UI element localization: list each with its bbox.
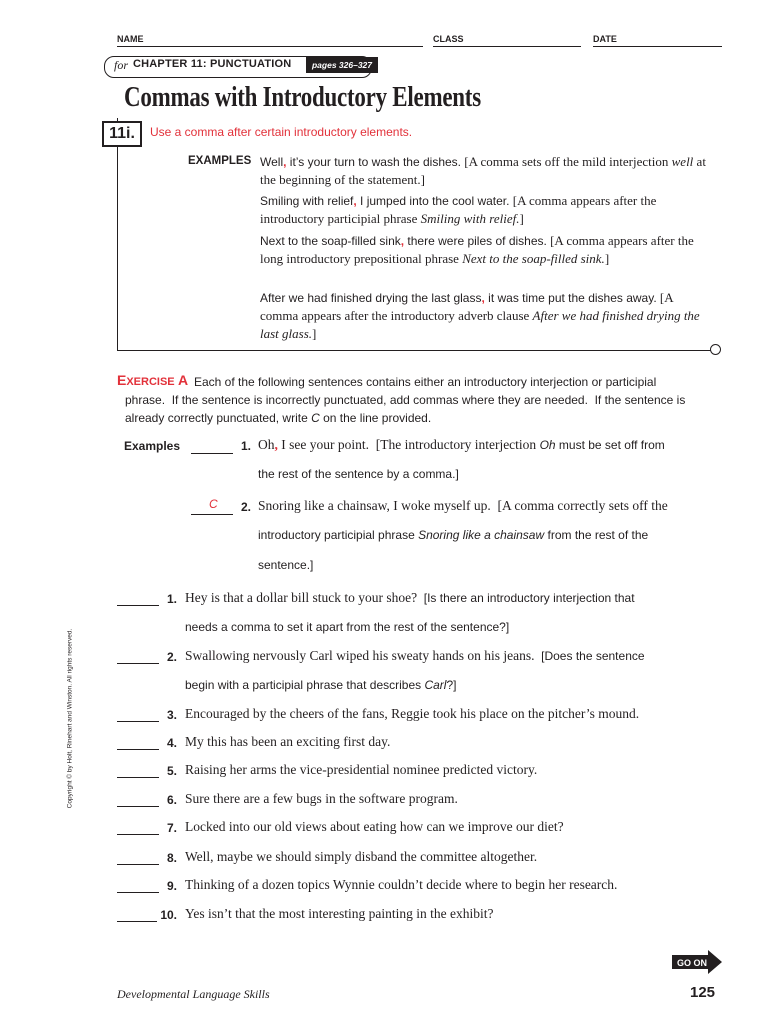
ex1-b: I see your point. [The introductory interjection [277,437,540,452]
question-sentence: Sure there are a few bugs in the software program. [185,791,458,806]
question-text [185,819,564,835]
exercise-example-1-line2: the rest of the sentence by a comma.] [258,467,459,481]
answer-line[interactable] [117,663,159,664]
question-number: 2. [166,650,177,664]
exercise-intro-line1: Each of the following sentences contains either an introductory interjection or participial [194,375,657,389]
example-2-note-italic: Smiling with relief. [420,211,520,226]
corner-dot-icon [710,344,721,355]
question-number: 5. [166,764,177,778]
go-on-arrow-icon [672,950,724,979]
answer-line[interactable] [117,892,159,893]
question-hint-part: ?] [446,678,457,692]
page-number: 125 [690,984,716,1001]
date-label: DATE [593,34,617,44]
example-2-note-a: [A comma appears after the introductory participial phrase [260,193,660,226]
question-number: 3. [166,708,177,722]
question-number: 4. [166,736,177,750]
answer-line[interactable] [117,605,159,606]
question-sentence: Locked into our old views about eating how can we improve our diet? [185,819,564,834]
copyright-text: Copyright © by Holt, Rinehart and Winston. All rights reserved. [66,628,74,809]
example-4-note-a: [A comma appears after the introductory adverb clause [260,290,677,323]
ex2-line2-a: introductory participial phrase [258,528,419,542]
question-sentence: Yes isn’t that the most interesting painting in the exhibit? [185,906,494,921]
exercise-label-rest: XERCISE [126,376,175,388]
question-hint-part: needs a comma to set it apart from the rest of the sentence?] [185,620,510,634]
example-1 [260,153,710,189]
exercise-example-2-line3: sentence.] [258,558,314,572]
answer-line[interactable] [117,749,159,750]
date-line[interactable] [593,46,722,47]
question-number: 10. [160,908,177,922]
comma-mark: , [283,155,287,169]
question-text [185,648,645,664]
question-number: 1. [166,592,177,606]
answer-line[interactable] [191,453,233,454]
example-number: 1. [240,439,251,453]
page-title: Commas with Introductory Elements [124,82,481,113]
question-text [185,734,390,750]
ex1-italic: Oh [539,438,556,452]
exercise-intro-line2: phrase. If the sentence is incorrectly punctuated, add commas where they are needed. If the sentence is [125,393,686,407]
example-2-before: Smiling with relief [260,194,354,208]
ex2-line2-italic: Snoring like a chainsaw [418,528,545,542]
question-text [185,906,493,922]
name-line[interactable] [117,46,423,47]
example-2 [260,192,710,228]
example-3-note-italic: Next to the soap-filled sink. [462,251,605,266]
answer-line[interactable] [117,777,159,778]
question-text [185,762,537,778]
chapter-for: for [114,58,129,72]
exercise-example-2-line2 [258,528,648,542]
exercise-intro [125,373,725,427]
class-line[interactable] [433,46,581,47]
question-sentence: Well, maybe we should simply disband the committee altogether. [185,849,538,864]
example-1-note-a: [A comma sets off the mild interjection [461,154,672,169]
example-2-note-b: ] [519,211,524,226]
exercise-intro-line3-a: already correctly punctuated, write [125,411,312,425]
question-sentence: Swallowing nervously Carl wiped his sweaty hands on his jeans. [185,648,535,663]
answer-line[interactable] [117,806,159,807]
question-hint-part: begin with a participial phrase that describes [185,678,425,692]
example-4-note-italic: After we had finished drying the last glass. [260,308,703,341]
question-sentence: My this has been an exciting first day. [185,734,391,749]
comma-mark: , [400,234,405,248]
exercise-intro-c: C [311,411,320,425]
question-text [185,849,537,865]
example-4-before: After we had finished drying the last glass [260,291,482,305]
comma-mark: , [353,194,357,208]
example-1-note-italic: well [671,154,694,169]
comma-mark: , [274,437,278,452]
example-1-note-b: at the beginning of the statement.] [260,154,710,187]
ex2-a: Snoring like a chainsaw, I woke myself up. [A comma correctly sets off the [258,498,668,513]
examples-label: EXAMPLES [188,155,252,167]
example-4-after: it was time put the dishes away. [484,291,657,305]
example-4-note-b: ] [312,326,317,341]
exercise-example-2-line1 [258,498,668,514]
chapter-title: CHAPTER 11: PUNCTUATION [133,58,292,70]
question-text [185,706,639,722]
question-number: 9. [166,879,177,893]
example-3-after: there were piles of dishes. [404,234,547,248]
name-label: NAME [117,34,144,44]
example-3-note-b: ] [604,251,610,266]
answer-line[interactable] [117,921,157,922]
rule-number: 11i. [102,121,142,147]
question-number: 8. [166,851,177,865]
question-number: 6. [166,793,177,807]
exercise-label-letter: A [178,372,189,388]
ex1-c: must be set off from [555,438,665,452]
example-1-before: Well [260,155,284,169]
question-hint: [Does the sentence [534,649,645,663]
question-number: 7. [166,821,177,835]
pages-badge: pages 326–327 [306,57,378,73]
rule-text: Use a comma after certain introductory elements. [150,125,413,139]
exercise-example-1-line1 [258,437,665,453]
question-sentence: Hey is that a dollar bill stuck to your shoe? [185,590,418,605]
question-hint-part: Carl [424,678,447,692]
question-text [185,590,635,606]
example-3-note-a: [A comma appears after the long introductory prepositional phrase [260,233,697,266]
answer-value: C [209,497,218,511]
question-sentence: Raising her arms the vice-presidential nominee predicted victory. [185,762,538,777]
question-hint: [Is there an introductory interjection that [417,591,635,605]
question-text [185,791,458,807]
example-3 [260,232,710,268]
answer-line[interactable] [117,834,159,835]
answer-line[interactable] [117,864,159,865]
comma-mark: , [481,291,485,305]
example-4 [260,289,710,343]
answer-line[interactable] [191,514,233,515]
question-sentence: Thinking of a dozen topics Wynnie couldn’t decide where to begin her research. [185,877,618,892]
example-3-before: Next to the soap-filled sink [260,234,401,248]
example-1-after: it’s your turn to wash the dishes. [286,155,462,169]
question-text [185,877,617,893]
exercise-label-first: E [117,372,127,388]
go-on-text: GO ON [677,958,708,968]
question-sentence: Encouraged by the cheers of the fans, Reggie took his place on the pitcher’s mound. [185,706,640,721]
class-label: CLASS [433,34,464,44]
question-hint-continued [185,620,509,634]
ex1-a: Oh [258,437,275,452]
exercise-examples-label: Examples [124,439,181,453]
exercise-intro-line3-b: on the line provided. [319,411,432,425]
answer-line[interactable] [117,721,159,722]
example-2-after: I jumped into the cool water. [356,194,510,208]
question-hint-continued [185,678,457,692]
book-title: Developmental Language Skills [117,987,270,1001]
ex2-line2-b: from the rest of the [544,528,649,542]
example-number: 2. [240,500,251,514]
